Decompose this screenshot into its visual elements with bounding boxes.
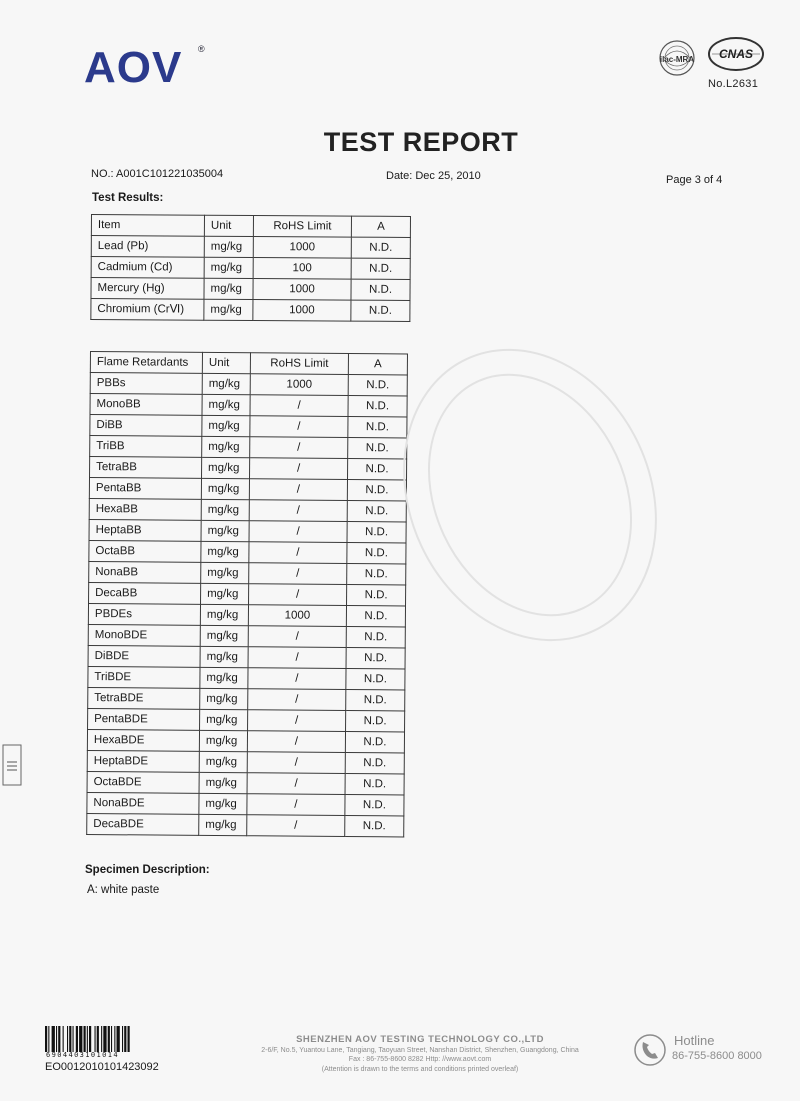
table-cell: / [249,542,347,564]
barcode-serial: EO0012010101423092 [45,1061,159,1073]
table-cell: / [248,626,346,648]
page-tab-icon [2,744,22,786]
table-row [91,236,410,259]
table-cell: 100 [253,257,351,279]
table-cell: Cadmium (Cd) [91,257,204,279]
table-row [91,299,410,322]
heavy-metals-table [90,214,411,322]
table-cell: / [249,563,347,585]
table-cell: OctaBB [89,540,201,562]
company-address: 2-6/F, No.5, Yuantou Lane, Tangiang, Taoyuan Street, Nanshan District, Shenzhen, Guangdong, China [261,1047,579,1054]
table-cell: mg/kg [199,751,247,772]
table-cell: mg/kg [202,394,250,415]
table-cell: RoHS Limit [253,215,351,237]
hotline-label: Hotline [674,1033,715,1048]
barcode-digits: 6904403101014 [46,1051,119,1059]
cnas-number: No.L2631 [708,78,759,90]
table-cell: mg/kg [199,814,247,835]
table-header-row [91,215,410,238]
table-cell: mg/kg [201,541,249,562]
test-results-heading: Test Results: [92,192,164,204]
company-name: SHENZHEN AOV TESTING TECHNOLOGY CO.,LTD [296,1034,544,1045]
table-row [89,519,406,542]
table-row [87,771,404,794]
table-row [90,436,407,459]
table-cell: mg/kg [202,415,250,436]
table-cell: mg/kg [200,709,248,730]
table-cell: PentaBB [89,478,201,500]
table-cell: 1000 [253,278,351,300]
table-cell: N.D. [346,711,405,732]
table-cell: N.D. [346,606,405,627]
table-cell: N.D. [345,732,404,753]
table-cell: PBDEs [88,603,200,625]
table-cell: N.D. [345,795,404,816]
table-row [89,478,406,501]
table-row [87,813,404,836]
table-cell: N.D. [347,480,406,501]
table-row [88,687,405,710]
table-cell: N.D. [347,459,406,480]
table-cell: 1000 [253,236,351,258]
table-cell: A [351,216,410,237]
table-row [90,457,407,480]
table-cell: N.D. [345,774,404,795]
table-cell: MonoBB [90,394,202,416]
table-cell: mg/kg [202,457,250,478]
table-cell: HeptaBB [89,519,201,541]
table-cell: PBBs [90,373,202,395]
table-cell: / [250,437,348,459]
table-cell: N.D. [348,375,407,396]
table-cell: N.D. [351,237,410,258]
table-cell: HexaBDE [87,729,199,751]
table-row [90,373,407,396]
ilac-mra-seal-icon [650,38,704,84]
table-cell: / [248,710,346,732]
table-cell: DiBB [90,415,202,437]
logo-text: AOV [84,44,183,88]
table-row [89,540,406,563]
phone-icon [632,1032,668,1068]
table-cell: / [247,773,345,795]
table-cell: Flame Retardants [90,352,202,374]
table-row [89,561,406,584]
report-number: NO.: A001C101221035004 [91,168,224,180]
original-watermark-icon [380,330,680,660]
ilac-label: ilac-MRA [659,55,695,64]
table-cell: Lead (Pb) [91,236,204,258]
table-cell: N.D. [346,690,405,711]
table-cell: PentaBDE [88,708,200,730]
table-cell: mg/kg [204,236,253,257]
table-row [90,394,407,417]
table-row [89,582,406,605]
table-cell: N.D. [351,279,410,300]
table-cell: Unit [202,352,250,373]
report-date: Date: Dec 25, 2010 [386,170,481,182]
specimen-heading: Specimen Description: [85,864,210,876]
table-cell: / [249,521,347,543]
table-cell: RoHS Limit [250,353,348,375]
table-cell: mg/kg [201,583,249,604]
table-cell: / [250,416,348,438]
table-cell: mg/kg [199,793,247,814]
table-cell: mg/kg [201,520,249,541]
page-number: Page 3 of 4 [666,174,723,186]
table-cell: mg/kg [202,373,250,394]
table-cell: / [249,479,347,501]
table-cell: mg/kg [199,730,247,751]
table-cell: NonaBB [89,561,201,583]
table-cell: N.D. [347,501,406,522]
table-cell: N.D. [346,648,405,669]
table-row [90,415,407,438]
table-cell: mg/kg [199,772,247,793]
table-row [87,729,404,752]
table-cell: N.D. [347,564,406,585]
table-row [88,645,405,668]
table-cell: 1000 [248,605,346,627]
table-cell: mg/kg [200,646,248,667]
cnas-label: CNAS [718,47,754,61]
table-cell: N.D. [346,669,405,690]
table-cell: mg/kg [204,278,253,299]
table-cell: N.D. [351,258,410,279]
table-cell: / [250,458,348,480]
table-cell: mg/kg [200,688,248,709]
table-row [88,603,405,626]
table-cell: DecaBDE [87,813,199,835]
company-fax-web: Fax : 86-755-8600 8282 Http: //www.aovt.com [348,1056,492,1063]
barcode-icon [44,1026,162,1054]
table-cell: mg/kg [201,499,249,520]
table-row [91,278,410,301]
table-cell: / [247,731,345,753]
flame-retardants-table [86,351,408,837]
table-row [89,498,406,521]
table-cell: N.D. [347,585,406,606]
table-cell: NonaBDE [87,792,199,814]
table-cell: 1000 [250,374,348,396]
table-cell: 1000 [253,299,351,321]
table-cell: HexaBB [89,498,201,520]
table-cell: mg/kg [204,299,253,320]
table-cell: A [348,354,407,375]
table-cell: N.D. [348,438,407,459]
table-cell: N.D. [347,543,406,564]
table-row [88,708,405,731]
table-row [88,624,405,647]
table-cell: / [248,689,346,711]
table-cell: DiBDE [88,645,200,667]
table-cell: HeptaBDE [87,750,199,772]
cnas-seal-icon [706,36,766,76]
table-cell: DecaBB [89,582,201,604]
table-cell: OctaBDE [87,771,199,793]
table-cell: mg/kg [200,604,248,625]
table-cell: TetraBDE [88,687,200,709]
table-cell: mg/kg [204,257,253,278]
specimen-description: A: white paste [87,884,160,896]
table-header-row [90,352,407,375]
table-cell: mg/kg [202,436,250,457]
table-cell: N.D. [347,522,406,543]
table-cell: N.D. [345,816,404,837]
table-cell: MonoBDE [88,624,200,646]
table-cell: / [247,794,345,816]
table-cell: mg/kg [200,625,248,646]
table-row [87,750,404,773]
table-cell: / [249,584,347,606]
attention-note: (Attention is drawn to the terms and conditions printed overleaf) [321,1066,519,1073]
table-cell: Unit [204,215,253,236]
table-cell: mg/kg [201,562,249,583]
table-cell: Chromium (CrⅥ) [91,299,204,321]
table-cell: / [248,647,346,669]
table-cell: N.D. [346,627,405,648]
table-cell: N.D. [348,417,407,438]
table-cell: / [247,752,345,774]
table-row [88,666,405,689]
registered-mark: ® [198,44,205,54]
table-cell: / [247,815,345,837]
hotline-number: 86-755-8600 8000 [672,1050,762,1062]
table-row [91,257,410,280]
table-cell: TriBDE [88,666,200,688]
table-cell: Mercury (Hg) [91,278,204,300]
table-cell: mg/kg [201,478,249,499]
table-cell: / [249,500,347,522]
table-cell: Item [91,215,204,237]
table-cell: N.D. [345,753,404,774]
table-cell: N.D. [351,300,410,321]
aov-logo [84,44,204,88]
table-cell: TetraBB [90,457,202,479]
report-title: TEST REPORT [323,127,519,157]
table-cell: / [248,668,346,690]
table-cell: N.D. [348,396,407,417]
table-row [87,792,404,815]
table-cell: mg/kg [200,667,248,688]
table-cell: / [250,395,348,417]
table-cell: TriBB [90,436,202,458]
